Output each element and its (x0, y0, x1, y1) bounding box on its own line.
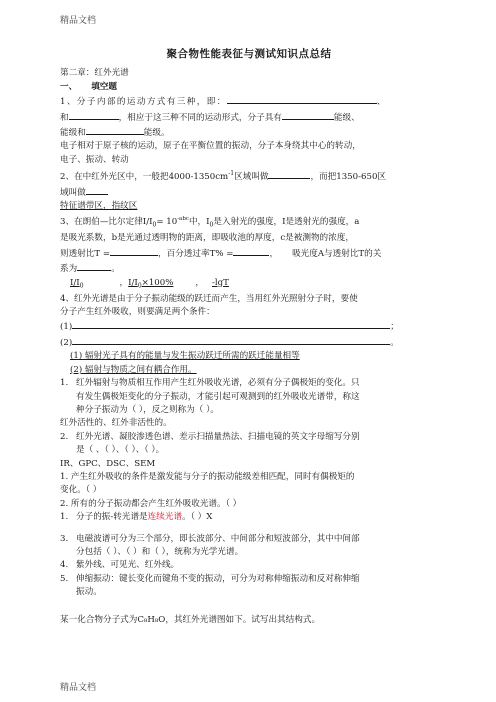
q1-blank-4 (86, 125, 144, 135)
q2-answer: 特征谱带区，指纹区 (60, 200, 138, 211)
true-false-1a: 1. 产生红外吸收的条件是激发能与分子的振动能级差相匹配，同时有偶极矩的 (60, 471, 355, 482)
q3-answer: $I/I_0$ ，$I/I_0\times 100\%$ ， -lgT (70, 277, 229, 290)
q4-line2: 分子产生红外吸收，则要满足两个条件： (60, 307, 215, 318)
q1-answer: 电子、振动、转动 (60, 154, 129, 165)
q2-blank-2 (86, 185, 108, 195)
q1-blank-1 (227, 94, 377, 104)
q3-line4: 系为 。 (60, 261, 438, 276)
q4-blank-1 (72, 319, 390, 329)
section-heading: 一、 填空题 (60, 81, 117, 92)
q1-blank-2 (69, 110, 119, 120)
list-item: 1. 红外辐射与物质相互作用产生红外吸收光谱，必须有分子偶极矩的变化。只 有发生偶极矩变化的分子振动，才能引起可观测到的红外吸收光谱带，称这 种分子振动为（ ），反之则称为（ ）。 (60, 378, 360, 415)
q3-line2: 是吸光系数，b是光通过透明物的距离，即吸收池的厚度，c是被测物的浓度， (60, 233, 354, 244)
q1-line3: 能级和 能级。 (60, 125, 438, 140)
q3-line3: 则透射比T = ，百分透过率T% = ， 吸光度A与透射比T的关 (60, 246, 438, 261)
q4-answer-2: (2) 辐射与物质之间有耦合作用。 (70, 364, 197, 375)
list-item: 2. 红外光谱、凝胶渗透色谱、差示扫描量热法、扫描电镜的英文字母缩写分别 是（ 、（ ）、（ ）、（ ）。 (60, 431, 360, 456)
document-title: 聚合物性能表征与测试知识点总结 (166, 48, 332, 60)
q1-line2: 和 ，相应于这三种不同的运动形式，分子具有 能级、 (60, 110, 438, 125)
q4-cond-1: (1) ； (60, 319, 438, 334)
answer-note: 红外活性的、红外非活性的。 (60, 418, 172, 429)
true-false-1b: 变化。（ ） (60, 485, 102, 496)
q4-blank-2 (72, 335, 390, 345)
q3-line1: 3、在朗伯—比尔定律$I/I_0= 10^{-abc}$中，$I_0$是入射光的强度，I是透射光的强度，a (60, 216, 360, 229)
q1-blank-3 (282, 110, 334, 120)
chapter-heading: 第二章：红外光谱 (60, 68, 129, 79)
true-false-3: 1. 分子的振-转光谱是连续光谱。（ ）X (60, 512, 213, 523)
q3-blank-1 (110, 246, 158, 256)
true-false-2: 2. 所有的分子振动都会产生红外吸收光谱。（ ） (60, 498, 242, 509)
q1-line1: 1、分子内部的运动方式有三种，即： 、 (60, 94, 438, 109)
document-page (60, 48, 438, 627)
q3-blank-2 (233, 246, 269, 256)
q1-answer-line: 电子相对于原子核的运动，原子在平衡位置的振动，分子本身绕其中心的转动， (60, 141, 361, 152)
abbreviation-answer: IR、GPC、DSC、SEM (60, 458, 156, 469)
page-header: 精品文档 (60, 16, 97, 26)
q4-answer-1: (1) 辐射光子具有的能量与发生振动跃迁所需的跃迁能量相等 (70, 351, 300, 362)
final-question: 某一化合物分子式为C₈H₈O，其红外光谱图如下。试写出其结构式。 (60, 614, 321, 625)
q4-line1: 4、红外光谱是由于分子振动能级的跃迁而产生，当用红外光照射分子时，要使 (60, 293, 358, 304)
list-item: 4. 紫外线、可见光、红外线。 (60, 560, 180, 571)
list-item: 3. 电磁波谱可分为三个部分，即长波部分、中间部分和短波部分，其中中间部 分包括（ ）、（ ）和（ ），统称为光学光谱。 (60, 533, 360, 557)
q2-line2: 域叫做 (60, 185, 438, 200)
list-item: 5. 伸缩振动：键长变化而键角不变的振动，可分为对称伸缩振动和反对称伸缩 振动。 (60, 573, 360, 598)
q4-cond-2: (2) 。 (60, 335, 438, 350)
q2-line1: 2、在中红外光区中，一般把$4000-1350cm^{-1}$区域叫做 ，而把1350-650区 (60, 170, 387, 183)
q2-blank-1 (268, 169, 310, 179)
q3-blank-3 (77, 261, 111, 271)
page-footer: 精品文档 (60, 683, 97, 693)
